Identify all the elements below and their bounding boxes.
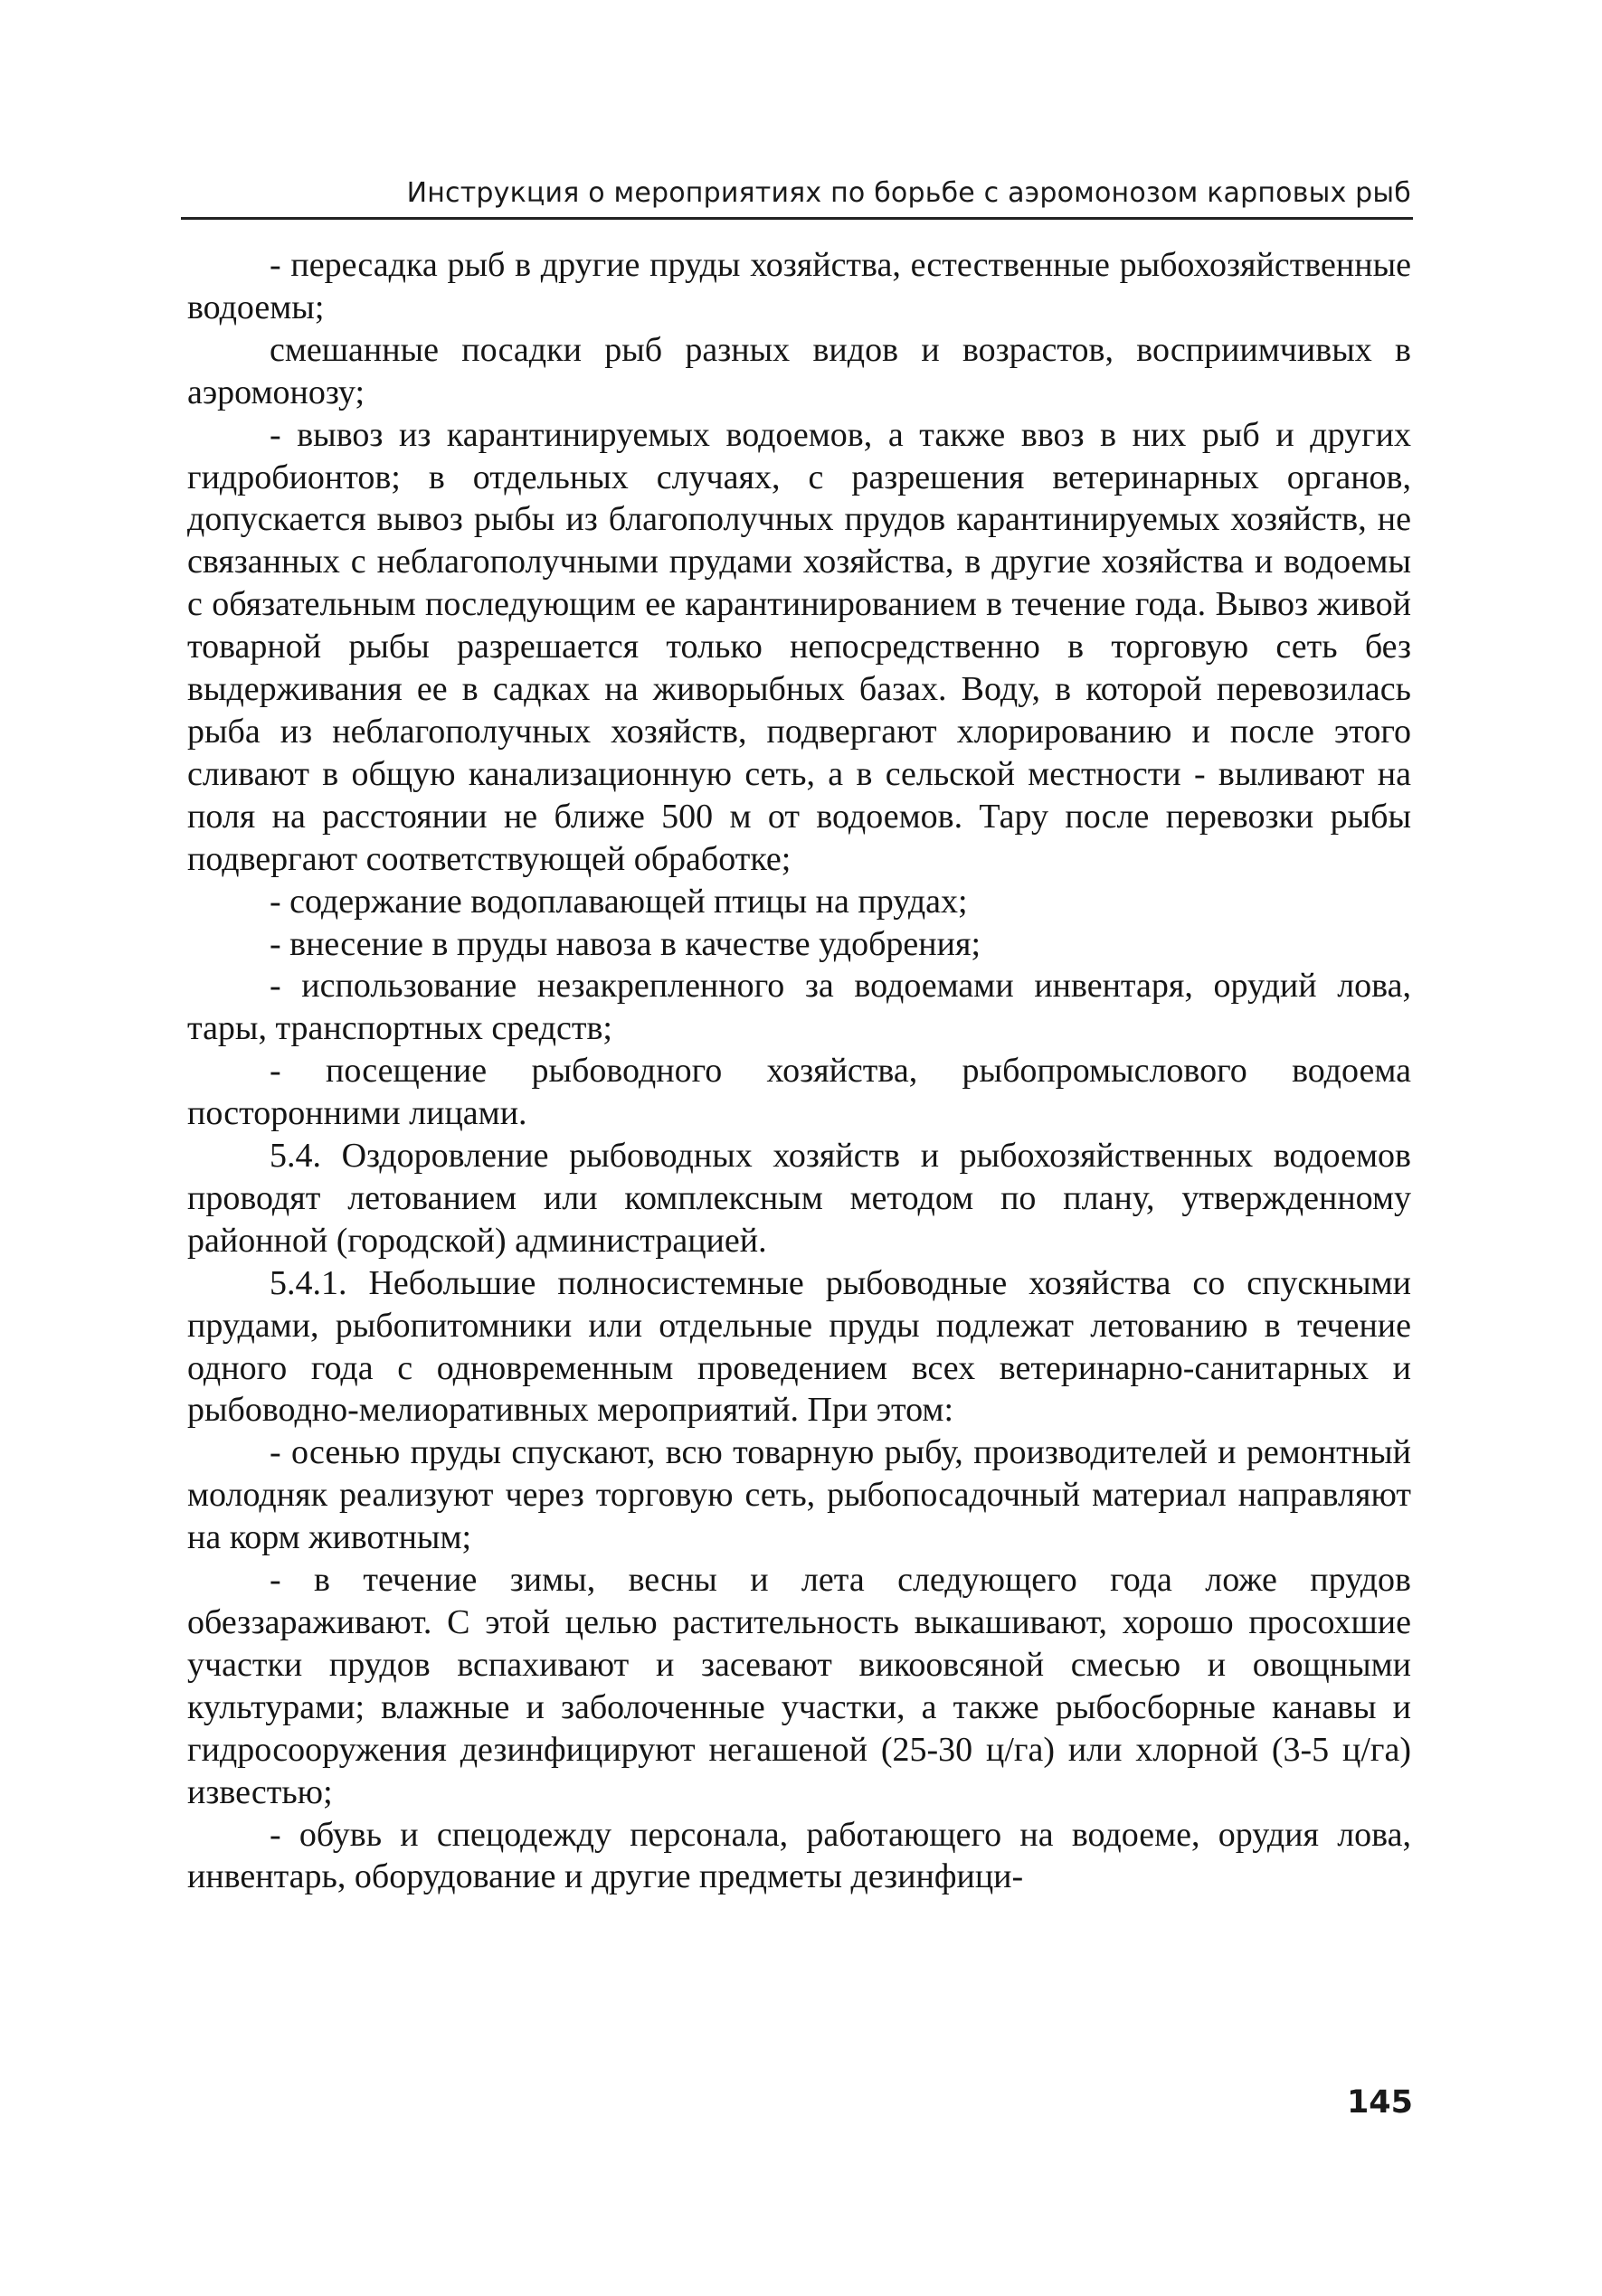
paragraph: - содержание водоплавающей птицы на прудах; (270, 882, 968, 921)
paragraph: - осенью пруды спускают, всю товарную рыбу, производителей и ремонтный молодняк реализуют через торговую сеть, рыбопосадочный материал направляют на корм животным; (187, 1433, 1411, 1557)
page-number: 145 (1346, 2084, 1413, 2121)
running-header: Инструкция о мероприятиях по борьбе с аэромонозом карповых рыб (406, 177, 1411, 209)
paragraph: - обувь и спецодежду персонала, работающего на водоеме, орудия лова, инвентарь, оборудование и другие предметы дезинфици- (187, 1815, 1411, 1896)
paragraph: - в течение зимы, весны и лета следующего года ложе прудов обеззараживают. С этой целью растительность выкашивают, хорошо просохшие участки прудов вспахивают и засевают викоовсяной смесью и овощными культурами; влажные и заболоченные участки, а также рыбосборные канавы и гидросооружения дезинфицируют негашеной (25-30 ц/га) или хлорной (3-5 ц/га) известью; (187, 1561, 1411, 1811)
paragraph: - использование незакрепленного за водоемами инвентаря, орудий лова, тары, транспортных средств; (187, 967, 1411, 1048)
header-rule (181, 217, 1413, 220)
paragraph: - пересадка рыб в другие пруды хозяйства, естественные рыбохозяйственные водоемы; (187, 246, 1411, 326)
paragraph: 5.4.1. Небольшие полносистемные рыбоводные хозяйства со спускными прудами, рыбопитомники или отдельные пруды подлежат летованию в течение одного года с одновременным проведением всех ветеринарно-санитарных и рыбоводно-мелиоративных мероприятий. При этом: (187, 1263, 1411, 1430)
paragraph: смешанные посадки рыб разных видов и возрастов, восприимчивых в аэромонозу; (187, 330, 1411, 411)
paragraph: - вывоз из карантинируемых водоемов, а также ввоз в них рыб и других гидробионтов; в отдельных случаях, с разрешения ветеринарных органов, допускается вывоз рыбы из благополучных прудов карантинируемых хозяйств, не связанных с неблагополучными прудами хозяйства, в другие хозяйства и водоемы с обязательным последующим ее карантинированием в течение года. Вывоз живой товарной рыбы разрешается только непосредственно в торговую сеть без выдерживания ее в садках на живорыбных базах. Воду, в которой перевозилась рыба из неблагополучных хозяйств, подвергают хлорированию и после этого сливают в общую канализационную сеть, а в сельской местности - выливают на поля на расстоянии не ближе 500 м от водоемов. Тару после перевозки рыбы подвергают соответствующей обработке; (187, 415, 1411, 878)
paragraph: - посещение рыбоводного хозяйства, рыбопромыслового водоема посторонними лицами. (187, 1052, 1411, 1133)
paragraph: - внесение в пруды навоза в качестве удобрения; (270, 924, 981, 963)
paragraph: 5.4. Оздоровление рыбоводных хозяйств и рыбохозяйственных водоемов проводят летованием или комплексным методом по плану, утвержденному районной (городской) администрацией. (187, 1137, 1411, 1260)
body-text (187, 244, 1411, 1898)
